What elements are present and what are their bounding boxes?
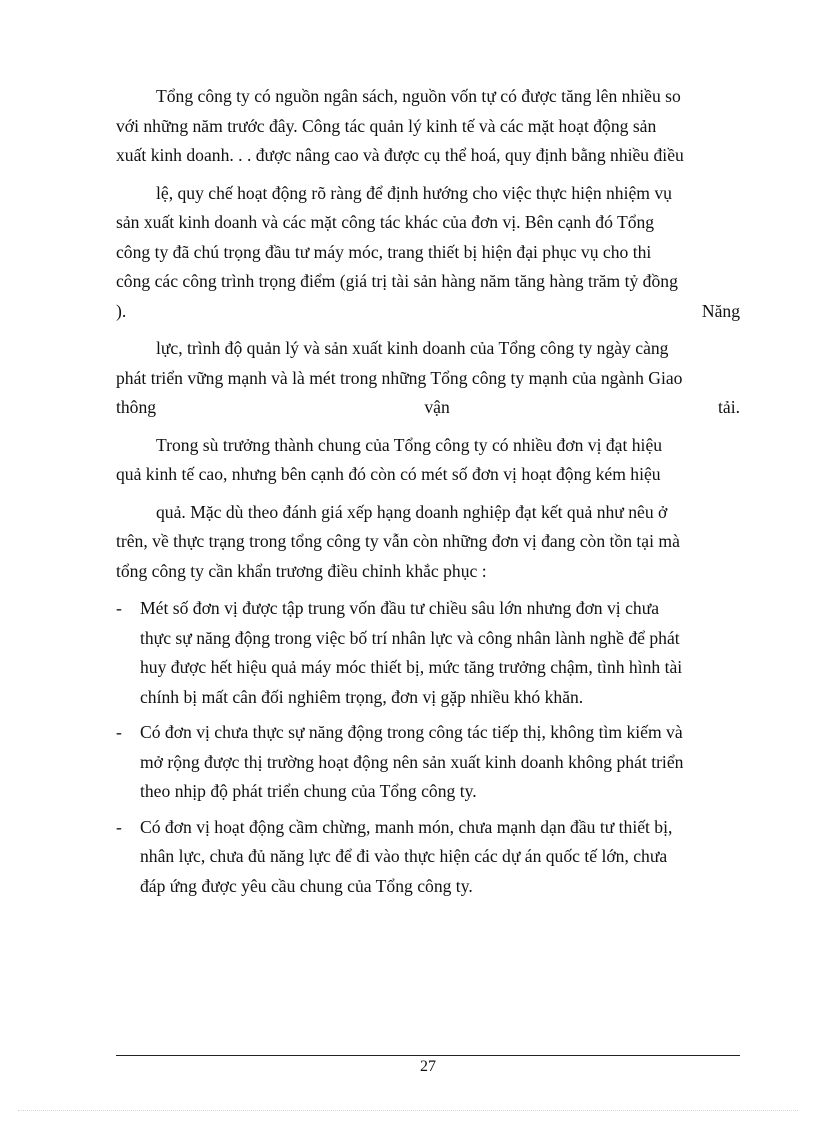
text-line-justified [116, 393, 740, 423]
text-line: thực sự năng động trong việc bố trí nhân lực và công nhân lành nghề để phát [140, 627, 680, 648]
word: tải. [718, 397, 740, 417]
word: Năng [701, 300, 740, 321]
word: thông [116, 397, 157, 417]
text-line: Trong sù trưởng thành chung của Tổng công ty có nhiều đơn vị đạt hiệu [156, 434, 663, 455]
text-line: theo nhịp độ phát triển chung của Tổng công ty. [140, 781, 477, 801]
word: ). [116, 300, 127, 321]
text-line: nhân lực, chưa đủ năng lực để đi vào thực hiện các dự án quốc tế lớn, chưa [140, 846, 668, 866]
text-line: xuất kinh doanh. . . được nâng cao và được cụ thể hoá, quy định bằng nhiều điều [116, 145, 684, 165]
paragraph-2 [116, 179, 740, 327]
paragraph-5 [116, 498, 740, 587]
text-line: tổng công ty cần khẩn trương điều chỉnh khắc phục : [116, 560, 487, 581]
text-line: huy được hết hiệu quả máy móc thiết bị, mức tăng trưởng chậm, tình hình tài [140, 657, 683, 677]
text-line: Có đơn vị chưa thực sự năng động trong công tác tiếp thị, không tìm kiếm và [140, 722, 683, 742]
text-line-justified [116, 297, 740, 327]
bullet-marker: - [116, 816, 122, 837]
text-line: công các công trình trọng điểm (giá trị tài sản hàng năm tăng hàng trăm tỷ đồng [116, 271, 678, 291]
text-line: với những năm trước đây. Công tác quản lý kinh tế và các mặt hoạt động sản [116, 115, 657, 136]
text-line: lệ, quy chế hoạt động rõ ràng để định hướng cho việc thực hiện nhiệm vụ [156, 182, 672, 203]
text-line: phát triển vững mạnh và là mét trong những Tổng công ty mạnh của ngành Giao [116, 367, 683, 388]
text-line: Mét số đơn vị được tập trung vốn đầu tư chiều sâu lớn nhưng đơn vị chưa [140, 598, 660, 618]
paragraph-1 [116, 82, 740, 171]
paragraph-4 [116, 431, 740, 490]
bullet-marker: - [116, 598, 122, 618]
text-line: sản xuất kinh doanh và các mặt công tác khác của đơn vị. Bên cạnh đó Tổng [116, 212, 655, 232]
text-line: quả. Mặc dù theo đánh giá xếp hạng doanh nghiệp đạt kết quả như nêu ở [156, 501, 668, 522]
issue-list [116, 594, 740, 901]
list-item [116, 594, 740, 712]
paragraph-3 [116, 334, 740, 423]
text-line: trên, về thực trạng trong tổng công ty vẫn còn những đơn vị đang còn tồn tại mà [116, 531, 680, 551]
list-item [116, 718, 740, 807]
list-item [116, 813, 740, 902]
page-edge-divider [18, 1110, 798, 1111]
text-line: đáp ứng được yêu cầu chung của Tổng công ty. [140, 875, 473, 896]
text-line: lực, trình độ quản lý và sản xuất kinh doanh của Tổng công ty ngày càng [156, 338, 669, 358]
text-line: mở rộng được thị trường hoạt động nên sản xuất kinh doanh không phát triển [140, 751, 684, 772]
bullet-marker: - [116, 722, 122, 742]
text-line: công ty đã chú trọng đầu tư máy móc, trang thiết bị hiện đại phục vụ cho thi [116, 241, 652, 262]
text-line: Có đơn vị hoạt động cầm chừng, manh món, chưa mạnh dạn đầu tư thiết bị, [140, 816, 673, 837]
document-body [116, 82, 740, 907]
text-line: chính bị mất cân đối nghiêm trọng, đơn vị gặp nhiều khó khăn. [140, 686, 584, 707]
text-line: Tổng công ty có nguồn ngân sách, nguồn vốn tự có được tăng lên nhiều so [156, 86, 681, 106]
text-line: quả kinh tế cao, nhưng bên cạnh đó còn có mét số đơn vị hoạt động kém hiệu [116, 464, 661, 484]
word: vận [424, 397, 450, 417]
footer-divider [116, 1055, 740, 1056]
page-number: 27 [420, 1058, 436, 1075]
